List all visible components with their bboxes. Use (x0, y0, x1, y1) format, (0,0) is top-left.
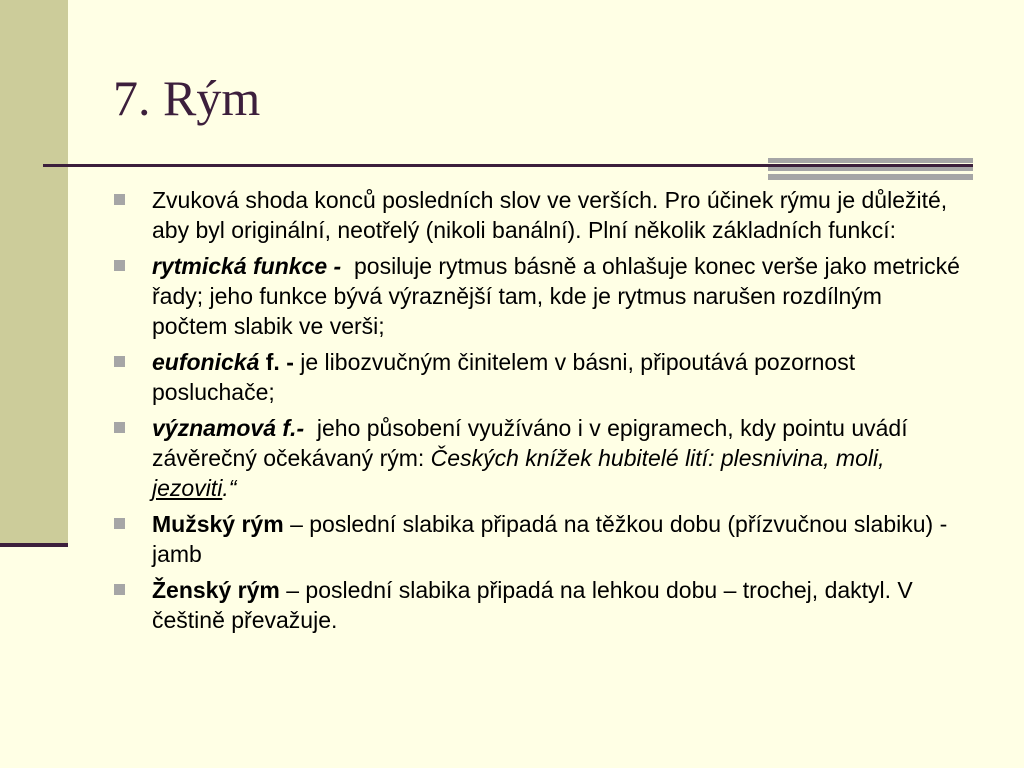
bullet-term: Ženský rým (152, 577, 280, 603)
bullet-text: posiluje rytmus básně a ohlašuje konec verše jako metrické řady; jeho funkce bývá výraznější tam, kde je rytmus narušen rozdílným počtem slabik ve verši; (152, 253, 960, 339)
accent-stripe (768, 158, 973, 163)
bullet-quote-end: .“ (222, 475, 237, 501)
bullet-term: Mužský rým (152, 511, 284, 537)
slide-title: 7. Rým (113, 70, 261, 126)
square-bullet-icon (114, 356, 125, 367)
bullet-text: je libozvučným činitelem v básni, připoutává pozornost posluchače; (152, 349, 856, 405)
bullet-term-suffix: f. - (265, 349, 294, 375)
bullet-item-rhythmic-function (112, 251, 962, 341)
bullet-text: Zvuková shoda konců posledních slov ve verších. Pro účinek rýmu je důležité, aby byl originální, neotřelý (nikoli banální). Plní několik základních funkcí: (152, 187, 948, 243)
bullet-item-masculine-rhyme (112, 509, 962, 569)
accent-stripe (768, 167, 973, 171)
bullet-item-euphonic-function (112, 347, 962, 407)
bullet-text: – poslední slabika připadá na lehkou dobu – trochej, daktyl. V češtině převažuje. (152, 577, 913, 633)
bullet-term: rytmická funkce - (152, 253, 342, 279)
decorative-left-bar-line (0, 543, 68, 547)
bullet-item-feminine-rhyme (112, 575, 962, 635)
bullet-item-semantic-function (112, 413, 962, 503)
square-bullet-icon (114, 260, 125, 271)
square-bullet-icon (114, 584, 125, 595)
bullet-text: – poslední slabika připadá na těžkou dobu (přízvučnou slabiku) - jamb (152, 511, 948, 567)
square-bullet-icon (114, 422, 125, 433)
bullet-list (112, 185, 962, 641)
square-bullet-icon (114, 194, 125, 205)
bullet-term: významová f.- (152, 415, 305, 441)
bullet-term: eufonická (152, 349, 260, 375)
square-bullet-icon (114, 518, 125, 529)
bullet-quote-rhyme-word: jezoviti (152, 475, 223, 501)
bullet-quote: Českých knížek hubitelé lití: plesnivina, moli, (430, 445, 885, 471)
accent-stripe (768, 174, 973, 180)
bullet-item-definition (112, 185, 962, 245)
bullet-text: jeho působení využíváno i v epigramech, kdy pointu uvádí závěrečný očekávaný rým: (152, 415, 908, 471)
decorative-accent-stripes (768, 158, 973, 180)
decorative-left-bar (0, 0, 68, 545)
